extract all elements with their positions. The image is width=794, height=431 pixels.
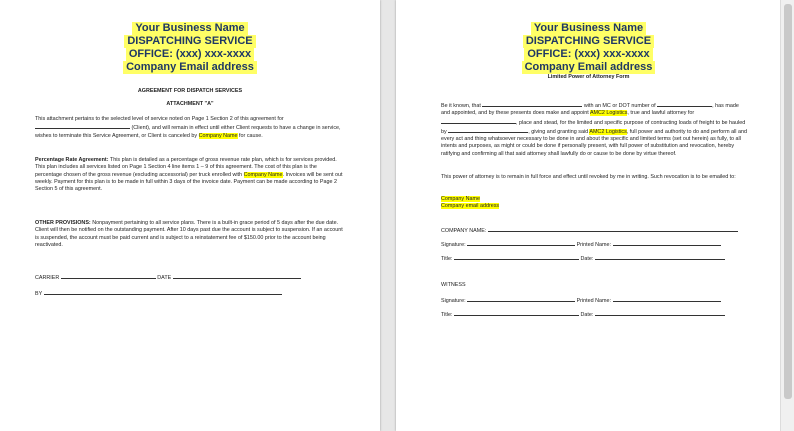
other-provisions-text: Nonpayment pertaining to all service plans. There is a built-in grace period of 5 days after the due date. Client will then be notified on the outstanding payment. After 10 days past due the account is subject to suspension. If an account is suspended, the account must be paid current and is subject to a reinstatement fee of $150.00 prior to the account being reactivated.: [35, 220, 343, 248]
rate-paragraph: [35, 157, 345, 193]
poa-paragraph-1: [441, 101, 749, 158]
title-label: Title:: [441, 312, 453, 318]
witness-signature-row: [441, 296, 721, 304]
company-name-highlight: Company Name: [243, 171, 283, 178]
poa-text-b: with an MC or DOT number of: [582, 103, 658, 109]
by-row: [35, 289, 282, 297]
witness-title-field[interactable]: [454, 310, 579, 316]
poa-text-f: , giving and granting said: [528, 128, 590, 135]
rate-label: Percentage Rate Agreement:: [35, 157, 109, 163]
witness-printed-name-field[interactable]: [613, 296, 721, 302]
printed-name-field[interactable]: [613, 240, 721, 246]
date-field[interactable]: [173, 273, 301, 279]
carrier-field[interactable]: [61, 273, 156, 279]
carrier-row: [35, 273, 301, 281]
intro-text-1: This attachment pertains to the selected level of service noted on Page 1 Section 2 of this agreement for: [35, 116, 284, 122]
date-label: Date:: [580, 256, 594, 262]
by-field[interactable]: [44, 289, 282, 295]
poa-text-c: , has made and appointed, and by these presents does make and appoint: [441, 103, 739, 117]
attachment-title: ATTACHMENT "A": [166, 101, 214, 107]
office-phone: OFFICE: (xxx) xxx-xxxx: [126, 48, 254, 61]
rate-text-2: . Invoices will be sent out weekly. Payment for this plan is to be made in full within 3 days of the invoice date. Payment can be made according to Page 2 Section 5 of this agreement.: [35, 171, 343, 193]
other-provisions-label: OTHER PROVISIONS:: [35, 220, 91, 226]
revocation-text: This power of attorney is to remain in full force and effect until revoked by me in writing. Such revocation is to be emailed to:: [441, 174, 736, 180]
date-label: Date:: [580, 312, 594, 318]
poa-text-e: , place and stead, for the limited and specific purpose of contracting loads of freight to be hauled by: [441, 119, 746, 135]
company-email-highlight: Company email address: [441, 203, 500, 210]
company-name-row: [441, 226, 738, 234]
agreement-title: AGREEMENT FOR DISPATCH SERVICES: [137, 88, 243, 94]
service-name: DISPATCHING SERVICE: [124, 35, 255, 48]
title-label: Title:: [441, 256, 453, 262]
intro-text-3: for cause.: [237, 132, 263, 139]
title-field[interactable]: [454, 254, 579, 260]
carrier-label: CARRIER: [35, 275, 60, 281]
other-provisions-paragraph: [35, 220, 345, 249]
poa-form-title: Limited Power of Attorney Form: [547, 74, 630, 80]
signature-label: Signature:: [441, 242, 466, 248]
poa-text-g: , full power and authority to do and perform all and every act and thing whatsoever necessary to be done in and about the specific and limited terms (set out herein) as fully, to all intents and purposes, as might or could be done if personally present, with full power of substitution and revocation, hereby ratifying and confirming all that said attorney shall lawfully do or cause to be done by virtue thereof.: [441, 128, 747, 157]
company-name-highlight: Company Name: [198, 132, 238, 139]
scrollbar-thumb[interactable]: [784, 4, 792, 399]
by-label: BY: [35, 291, 43, 297]
signature-row: [441, 240, 721, 248]
document-page-left: [0, 0, 380, 431]
signature-field[interactable]: [467, 240, 575, 246]
name-blank[interactable]: [441, 118, 516, 124]
revocation-contact: [441, 196, 749, 211]
company-name-label: COMPANY NAME:: [441, 228, 487, 234]
business-name: Your Business Name: [132, 22, 247, 35]
date-label: DATE: [157, 275, 172, 281]
witness-signature-field[interactable]: [467, 296, 575, 302]
amc2-highlight: AMC2 Logistics: [589, 110, 628, 117]
poa-paragraph-2: [441, 174, 749, 181]
title-row: [441, 254, 725, 262]
amc2-highlight: AMC2 Logistics: [589, 128, 627, 135]
company-name-field[interactable]: [488, 226, 738, 232]
mc-dot-blank[interactable]: [657, 101, 712, 107]
vertical-scrollbar[interactable]: [780, 0, 794, 431]
witness-heading: WITNESS: [441, 282, 466, 288]
date-field[interactable]: [595, 254, 725, 260]
company-name-highlight: Company Name: [441, 196, 480, 202]
rate-text-1: This plan is detailed as a percentage of gross revenue rate plan, which is for services provided. This plan includes all services listed on Page 1 Section 4 line items 1 – 9 of this agreement. The cost of this plan is the percentage chosen of the gross revenue (excluding accessorial) per truck enrolled with: [35, 157, 337, 178]
company-email: Company Email address: [123, 61, 257, 74]
poa-text-a: Be it known, that: [441, 103, 483, 109]
client-blank[interactable]: [35, 123, 130, 129]
signature-label: Signature:: [441, 298, 466, 304]
intro-paragraph: [35, 116, 345, 140]
hauled-by-blank[interactable]: [448, 127, 528, 133]
witness-title-row: [441, 310, 725, 318]
witness-date-field[interactable]: [595, 310, 725, 316]
intro-text-2: (Client), and will remain in effect until either Client requests to have a change in service, wishes to terminate this Service Agreement, or Client is canceled by: [35, 125, 341, 139]
document-page-right: [396, 0, 781, 431]
printed-name-label: Printed Name:: [576, 298, 612, 304]
business-name: Your Business Name: [531, 22, 646, 35]
office-phone: OFFICE: (xxx) xxx-xxxx: [524, 48, 652, 61]
service-name: DISPATCHING SERVICE: [523, 35, 654, 48]
poa-text-d: , true and lawful attorney for: [627, 110, 695, 117]
company-email: Company Email address: [522, 61, 656, 74]
letterhead: [396, 22, 781, 74]
letterhead: [0, 22, 380, 74]
principal-blank[interactable]: [482, 101, 582, 107]
printed-name-label: Printed Name:: [576, 242, 612, 248]
